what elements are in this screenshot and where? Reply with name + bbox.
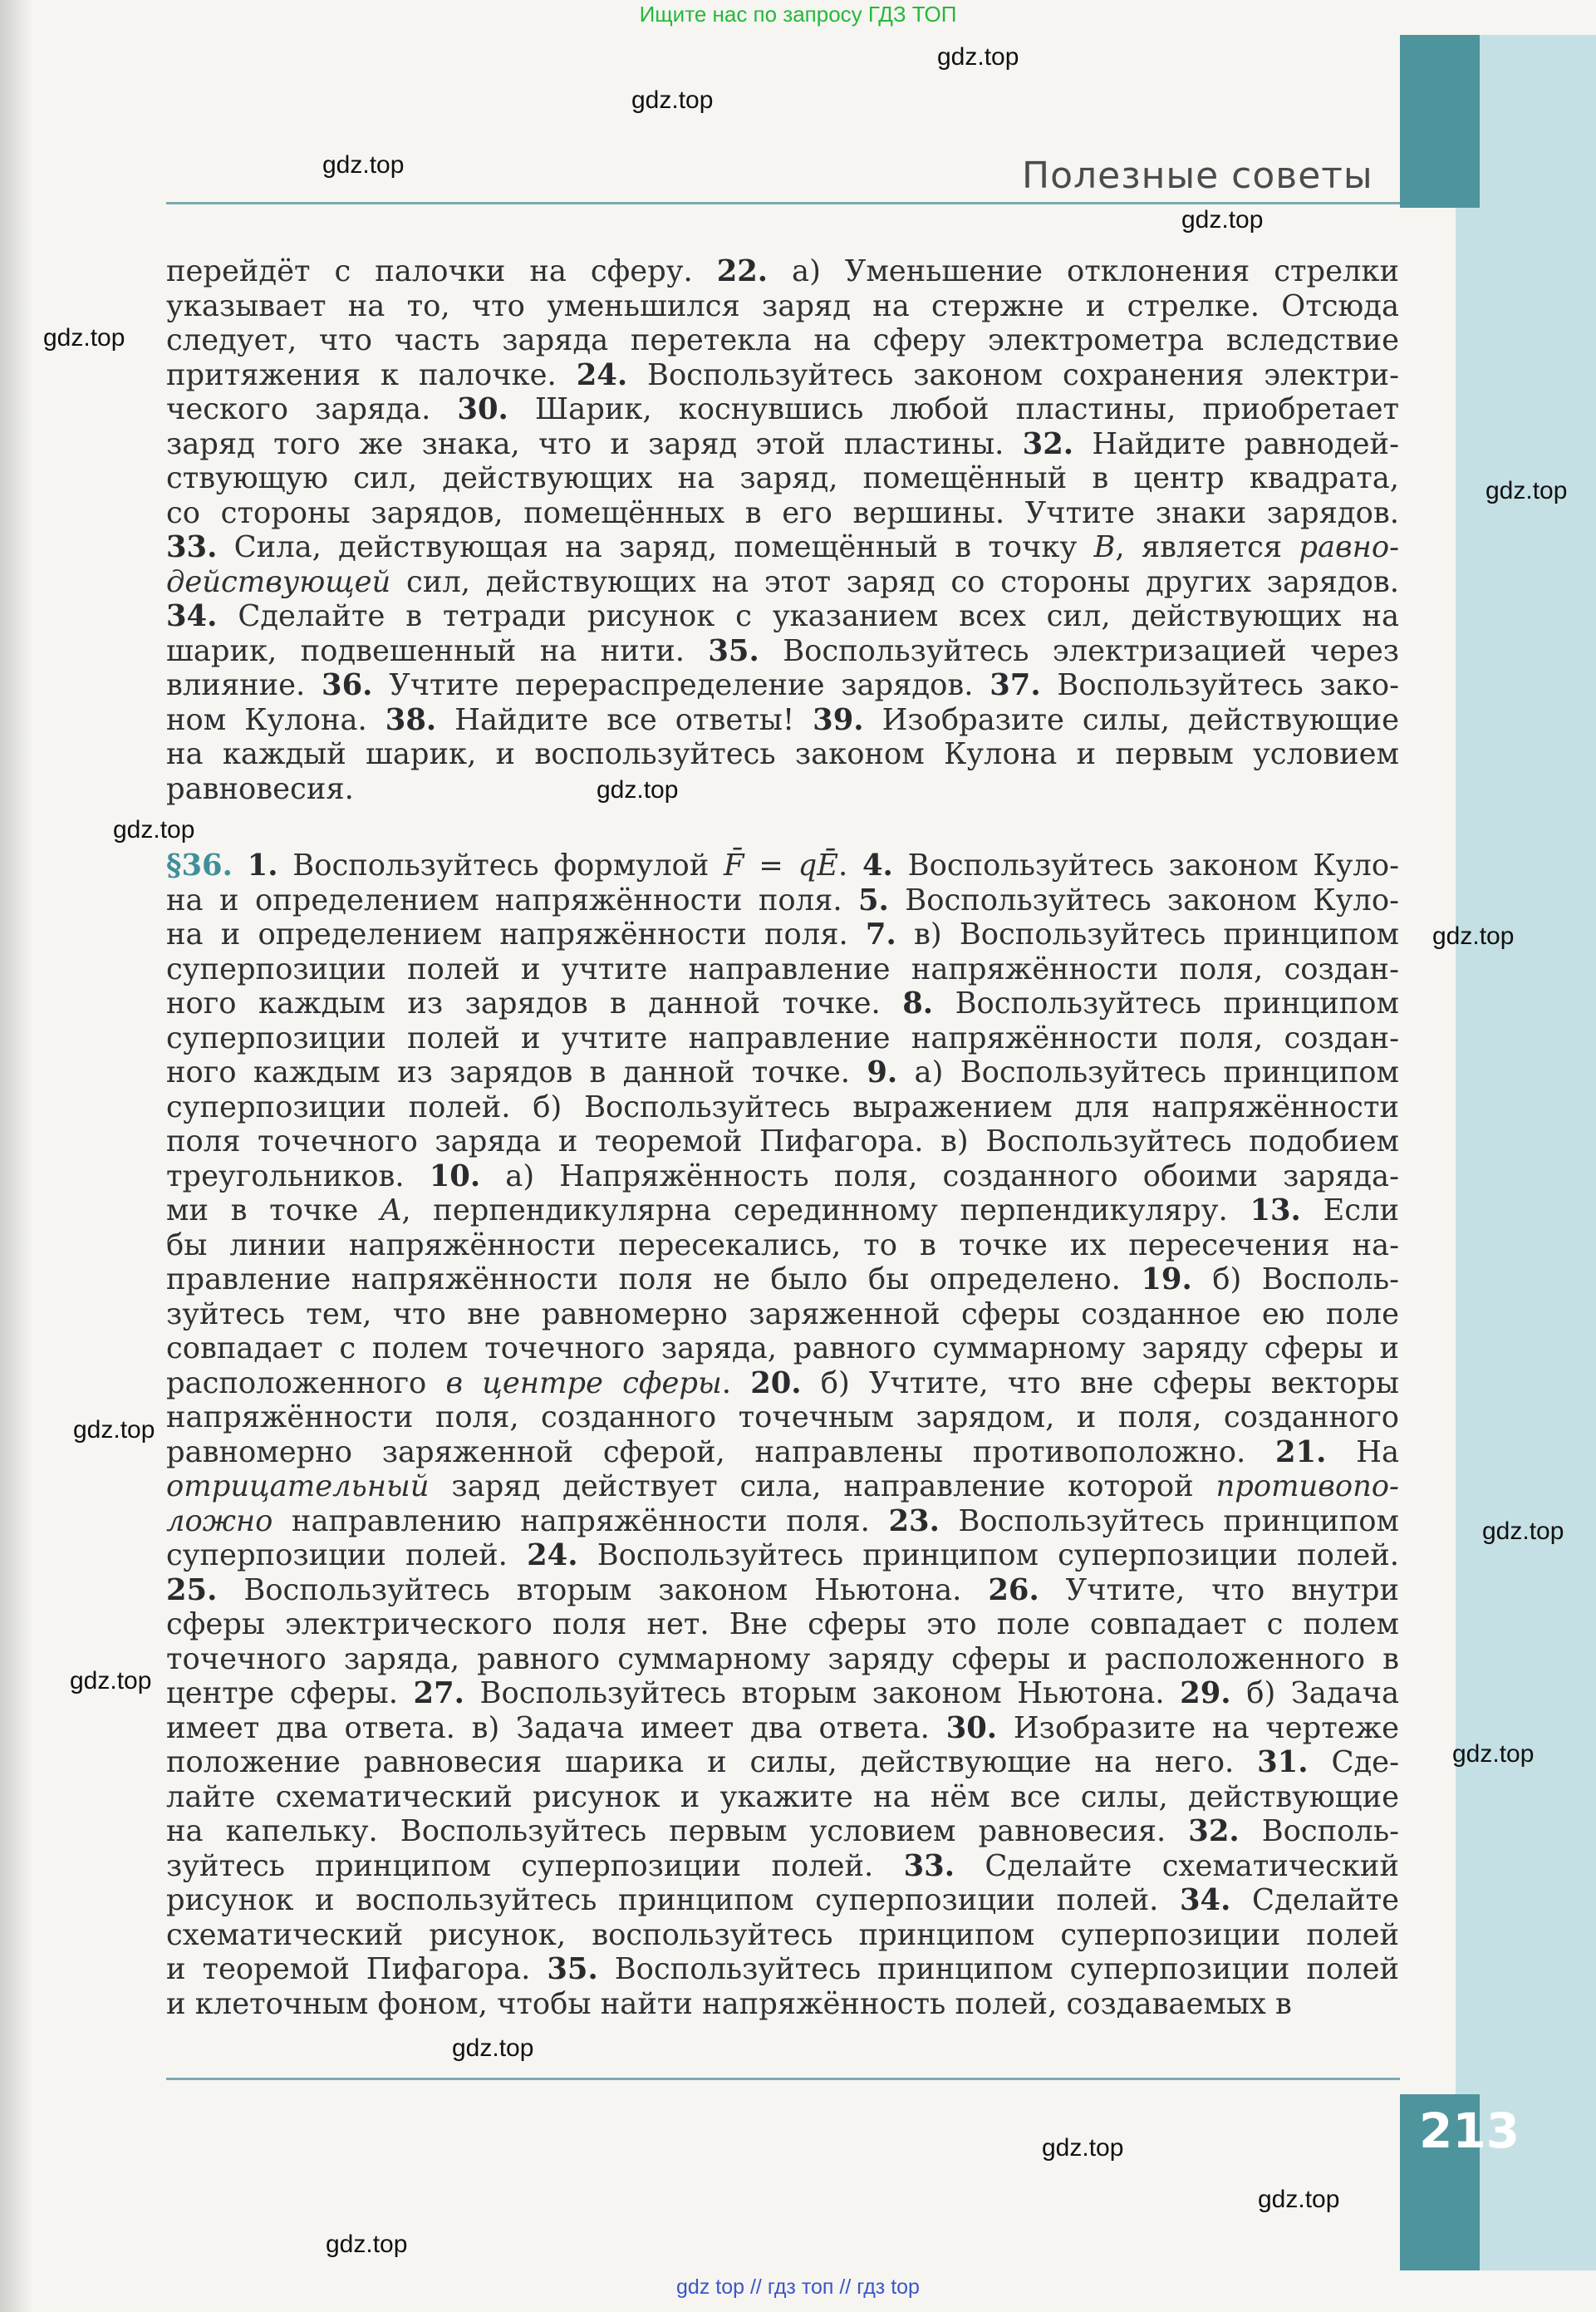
text-span: Найдите равнодей- [1073,426,1399,461]
text-line [166,1607,1399,1642]
problem-number: 33. [903,1848,955,1883]
text-span: Воспользуйтесь электризацией через [759,633,1399,668]
problem-number: 1. [247,849,278,883]
text-span: положение равновесия шарика и силы, действующие на него. [166,1745,1258,1779]
hints-block-36 [166,849,1399,2021]
text-span: ческого заряда. [166,392,458,426]
text-line [166,1055,1399,1090]
page-header-title: Полезные советы [1022,155,1373,197]
text-span: влияние. [166,668,322,702]
text-line [166,737,1399,772]
watermark: gdz.top [452,2034,534,2062]
header-divider [166,202,1400,204]
text-line [166,1814,1399,1849]
text-span: заряд того же знака, что и заряд этой пластины. [166,426,1023,461]
text-line [166,323,1399,358]
problem-number: 37. [990,668,1041,702]
text-span: Воспользуйтесь принципом [933,986,1400,1021]
text-line [166,1469,1399,1504]
text-line [166,986,1399,1021]
text-line [166,1573,1399,1608]
problem-number: 27. [413,1676,464,1710]
text-span: имеет два ответа. в) Задача имеет два ответа. [166,1710,946,1745]
problem-number: 39. [813,702,864,737]
emphasis-text: в центре сферы [445,1365,722,1400]
text-span: Сделайте в тетради рисунок с указанием всех сил, действующих на [217,599,1399,633]
text-span: рисунок и воспользуйтесь принципом суперпозиции полей. [166,1883,1180,1917]
emphasis-text: A [380,1193,402,1227]
watermark: gdz.top [1482,1518,1564,1545]
text-line [166,599,1399,634]
emphasis-text: отрицательный [166,1469,430,1503]
text-span: равномерно заряженной сферой, направлены противоположно. [166,1434,1275,1469]
text-line [166,289,1399,324]
bottom-banner[interactable]: gdz top // гдз топ // гдз top [676,2275,920,2299]
text-line [166,1366,1399,1401]
text-span: со стороны зарядов, помещённых в его вершины. Учтите знаки зарядов. [166,495,1399,530]
text-line [166,358,1399,393]
text-line [166,496,1399,531]
text-span: Воспользуйтесь принципом [939,1503,1399,1538]
watermark: gdz.top [326,2231,408,2258]
text-span: на каждый шарик, и воспользуйтесь законом Кулона и первым условием [166,737,1399,771]
text-span: Сделайте схематический [955,1848,1399,1883]
text-span: сферы электрического поля нет. Вне сферы это поле совпадает с полем [166,1607,1399,1641]
emphasis-text: противопо- [1215,1469,1399,1503]
text-span: . [721,1365,751,1400]
page-number: 213 [1419,2103,1520,2159]
text-span: ного каждым из зарядов в данной точке. [166,986,903,1021]
text-line [166,1711,1399,1746]
text-span: на капельку. Воспользуйтесь первым условием равновесия. [166,1814,1189,1848]
text-span: б) Задача [1230,1676,1399,1710]
text-span: Воспользуйтесь принципом суперпозиции полей. [577,1538,1399,1572]
top-banner[interactable]: Ищите нас по запросу ГДЗ ТОП [639,2,957,27]
text-line [166,1193,1399,1228]
text-span: Сила, действующая на заряд, помещённый в точку [217,530,1094,564]
problem-number: 23. [888,1503,940,1538]
text-span: перейдёт с палочки на сферу. [166,254,717,288]
text-line [166,1400,1399,1435]
text-span [233,849,248,883]
watermark: gdz.top [73,1416,155,1444]
text-line [166,1331,1399,1366]
text-line [166,668,1399,703]
section-number: §36. [166,849,233,883]
text-line [166,1435,1399,1470]
text-span: Сде- [1308,1745,1399,1779]
problem-number: 38. [385,702,437,737]
watermark: gdz.top [43,324,125,352]
text-span: ного каждым из зарядов в данной точке. [166,1055,867,1090]
text-span: Воспользуйтесь формулой [277,849,724,883]
text-line [166,1538,1399,1573]
text-line [166,1780,1399,1815]
text-span: правление напряжённости поля не было бы определено. [166,1262,1142,1296]
text-span: совпадает с полем точечного заряда, равного суммарному заряду сферы и [166,1331,1399,1365]
text-line [166,1159,1399,1194]
text-span: зуйтесь тем, что вне равномерно заряженной сферы созданное ею поле [166,1296,1399,1331]
watermark: gdz.top [1258,2186,1340,2213]
text-span: притяжения к палочке. [166,357,577,392]
text-line [166,849,1399,883]
text-line [166,565,1399,600]
text-span: треугольников. [166,1158,430,1193]
problem-number: 30. [457,392,508,426]
text-span: б) Учтите, что вне сферы векторы [801,1365,1399,1400]
text-span: ствующую сил, действующих на заряд, помещённый в центр квадрата, [166,461,1399,495]
text-span: Учтите, что внутри [1039,1572,1399,1607]
text-span: Воспользуйтесь зако- [1040,668,1400,702]
text-line [166,1504,1399,1539]
problem-number: 35. [708,633,759,668]
text-span: а) Напряжённость поля, созданного обоими заряда- [480,1158,1399,1193]
text-span: зуйтесь принципом суперпозиции полей. [166,1848,904,1883]
text-span: направлению напряжённости поля. [273,1503,889,1538]
text-span: бы линии напряжённости пересекались, то в точке их пересечения на- [166,1227,1399,1262]
problem-number: 32. [1022,426,1074,461]
text-line [166,1987,1399,2022]
text-span: Шарик, коснувшись любой пластины, приобретает [508,392,1399,426]
text-span: центре сферы. [166,1676,414,1710]
text-line [166,952,1399,987]
text-span: суперпозиции полей. б) Воспользуйтесь выражением для напряжённости [166,1090,1399,1124]
text-line [166,1228,1399,1263]
text-line [166,254,1399,289]
text-span: б) Восполь- [1191,1262,1399,1296]
text-span: Если [1300,1193,1400,1227]
problem-number: 4. [862,849,893,883]
text-span: Изобразите на чертеже [997,1710,1400,1745]
text-line [166,392,1399,427]
text-span: . [838,849,862,883]
emphasis-text: равно- [1299,530,1399,564]
problem-number: 21. [1274,1434,1327,1469]
text-line [166,1952,1399,1987]
problem-number: 10. [429,1158,481,1193]
text-line [166,1745,1399,1780]
text-span: и теоремой Пифагора. [166,1952,548,1986]
text-span: суперпозиции полей и учтите направление напряжённости поля, создан- [166,952,1399,986]
watermark: gdz.top [70,1667,152,1695]
text-span: в) Воспользуйтесь принципом [896,917,1400,952]
text-line [166,1297,1399,1332]
text-line [166,634,1399,669]
text-line [166,1883,1399,1918]
problem-number: 29. [1180,1676,1231,1710]
text-span: Найдите все ответы! [436,702,813,737]
problem-number: 34. [166,599,218,633]
text-line [166,427,1399,462]
text-span: , перпендикулярна серединному перпендикуляру. [401,1193,1250,1227]
text-span: ном Кулона. [166,702,385,737]
text-span: На [1326,1434,1399,1469]
problem-number: 24. [527,1538,578,1572]
footer-divider [166,2078,1400,2080]
text-span: поля точечного заряда и теоремой Пифагора. в) Воспользуйтесь подобием [166,1124,1399,1158]
text-span: Изобразите силы, действующие [863,702,1400,737]
emphasis-text: действующей [166,564,391,599]
watermark: gdz.top [937,43,1019,71]
text-line [166,461,1399,496]
text-span: точечного заряда, равного суммарному заряду сферы и расположенного в [166,1641,1399,1676]
text-span: напряжённости поля, созданного точечным зарядом, и поля, созданного [166,1400,1399,1434]
problem-number: 34. [1179,1883,1231,1917]
text-span: , является [1115,530,1299,564]
text-line [166,703,1399,738]
problem-number: 32. [1188,1814,1240,1848]
problem-number: 25. [166,1572,218,1607]
watermark: gdz.top [1181,206,1264,234]
emphasis-text: ложно [166,1503,273,1538]
text-line [166,1642,1399,1677]
right-margin-strip [1456,35,1596,2270]
text-span: Восполь- [1239,1814,1399,1848]
hints-block-35 [166,254,1399,806]
text-span: Учтите перераспределение зарядов. [372,668,990,702]
problem-number: 9. [867,1055,898,1090]
text-line [166,1021,1399,1056]
problem-number: 8. [902,986,934,1021]
text-span: заряд действует сила, направление которой [429,1469,1216,1503]
text-line [166,1090,1399,1125]
emphasis-text: B [1093,530,1116,564]
watermark: gdz.top [1432,922,1515,950]
problem-number: 7. [865,917,896,952]
text-span: равновесия. [166,771,354,806]
problem-number: 24. [576,357,628,392]
text-line [166,1262,1399,1297]
text-span: а) Уменьшение отклонения стрелки [768,254,1399,288]
problem-number: 22. [716,254,769,288]
text-line [166,1849,1399,1884]
problem-number: 19. [1141,1262,1192,1296]
problem-number: 26. [988,1572,1039,1607]
problem-number: 33. [166,530,218,564]
text-span: указывает на то, что уменьшился заряд на стержне и стрелке. Отсюда [166,288,1399,323]
text-span: Сделайте [1230,1883,1399,1917]
watermark: gdz.top [113,816,195,844]
problem-number: 5. [858,883,889,917]
watermark: gdz.top [1486,477,1568,504]
text-span: следует, что часть заряда перетекла на сферу электрометра вследствие [166,323,1399,357]
text-span: Воспользуйтесь принципом суперпозиции полей [597,1952,1399,1986]
text-span: Воспользуйтесь вторым законом Ньютона. [464,1676,1181,1710]
page-edge-shadow [0,0,33,2312]
watermark: gdz.top [1452,1740,1535,1768]
watermark: gdz.top [631,86,714,114]
text-line [166,1124,1399,1159]
text-span: расположенного [166,1365,446,1400]
text-span: суперпозиции полей. [166,1538,528,1572]
text-line [166,772,1399,807]
problem-number: 13. [1250,1193,1301,1227]
problem-number: 30. [945,1710,998,1745]
problem-number: 20. [750,1365,802,1400]
text-span: Воспользуйтесь вторым законом Ньютона. [217,1572,989,1607]
text-line [166,917,1399,952]
text-span: схематический рисунок, воспользуйтесь принципом суперпозиции полей [166,1917,1399,1952]
text-span: Воспользуйтесь законом Куло- [892,849,1399,883]
emphasis-text: F̄ = qĒ [724,849,838,883]
text-span: суперпозиции полей и учтите направление напряжённости поля, создан- [166,1021,1399,1055]
problem-number: 31. [1257,1745,1309,1779]
text-span: Воспользуйтесь законом сохранения электри- [627,357,1399,392]
text-span: сил, действующих на этот заряд со стороны других зарядов. [390,564,1399,599]
text-line [166,1918,1399,1953]
text-line [166,883,1399,918]
problem-number: 35. [547,1952,598,1986]
text-line [166,1676,1399,1711]
text-span: и клеточным фоном, чтобы найти напряжённость полей, создаваемых в [166,1986,1292,2021]
header-tab [1400,35,1480,208]
text-span: шарик, подвешенный на нити. [166,633,709,668]
watermark: gdz.top [322,151,405,179]
text-span: на и определением напряжённости поля. [166,917,866,952]
watermark: gdz.top [597,776,679,804]
problem-number: 36. [322,668,373,702]
text-span: а) Воспользуйтесь принципом [897,1055,1399,1090]
text-span: на и определением напряжённости поля. [166,883,858,917]
text-span: ми в точке [166,1193,381,1227]
text-span: Воспользуйтесь законом Куло- [888,883,1400,917]
text-span: лайте схематический рисунок и укажите на нём все силы, действующие [166,1779,1399,1814]
text-line [166,530,1399,565]
watermark: gdz.top [1042,2134,1124,2162]
